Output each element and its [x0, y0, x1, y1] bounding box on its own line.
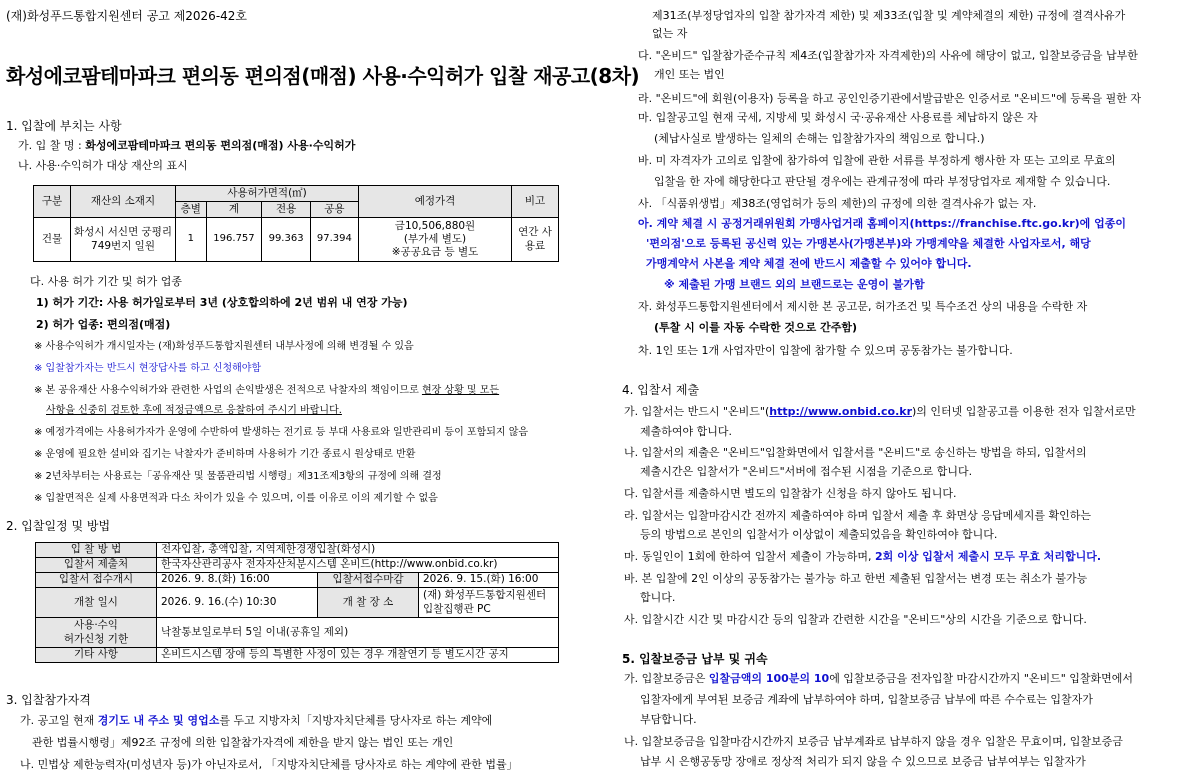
note-7: ※ 입찰면적은 실제 사용면적과 다소 차이가 있을 수 있으며, 이를 이유로 이의 제기할 수 없음	[34, 493, 438, 504]
s3-na: 나. 민법상 제한능력자(미성년자 등)가 아닌자로서, 「지방자치단체를 당사자로 하는 계약에 관한 법률」	[20, 758, 518, 771]
s5-ga-cont-1: 입찰자에게 부여된 보증금 계좌에 납부하여야 하며, 입찰보증금 납부에 따른 수수료는 입찰자가	[640, 693, 1093, 706]
note-4: ※ 예정가격에는 사용허가자가 운영에 수반하여 발생하는 전기료 등 부대 사용료와 일반관리비 등이 포함되지 않음	[34, 427, 529, 438]
s4-na-cont: 제출시간은 입찰서가 "온비드"서버에 접수된 시점을 기준으로 합니다.	[640, 465, 973, 478]
s4-ba: 바. 본 입찰에 2인 이상의 공동참가는 불가능 하고 한번 제출된 입찰서는 변경 또는 취소가 불가능	[624, 572, 1088, 585]
s3-a-3: 가맹계약서 사본을 계약 체결 전에 반드시 제출할 수 있어야 합니다.	[646, 257, 972, 270]
section-2-heading: 2. 입찰일정 및 방법	[6, 519, 111, 533]
period-line: 1) 허가 기간: 사용 허가일로부터 3년 (상호합의하에 2년 범위 내 연장 가능)	[36, 296, 408, 309]
item-na: 나. 사용·수익허가 대상 재산의 표시	[18, 159, 188, 172]
section-1-heading: 1. 입찰에 부치는 사항	[6, 119, 122, 133]
notice-number: (재)화성푸드통합지원센터 공고 제2026-42호	[6, 9, 248, 23]
s5-ga-cont-2: 부담합니다.	[640, 713, 697, 726]
s3-ba: 바. 미 자격자가 고의로 입찰에 참가하여 입찰에 관한 서류를 부정하게 행사한 자 또는 고의로 무효의	[638, 154, 1116, 167]
s3-a-1: 아. 계약 체결 시 공정거래위원회 가맹사업거래 홈페이지(https://franchise.ftc.go.kr)에 업종이	[638, 217, 1127, 230]
onbid-link[interactable]: http://www.onbid.co.kr	[769, 405, 912, 418]
s4-ga-cont: 제출하여야 합니다.	[640, 425, 733, 438]
section-5-heading: 5. 입찰보증금 납부 및 귀속	[622, 652, 768, 666]
s5-na-cont: 납부 시 은행공동망 장애로 정상적 처리가 되지 않을 수 있으므로 보증금 납부여부는 입찰자가	[640, 755, 1086, 768]
s3-ra: 라. "온비드"에 회원(이용자) 등록을 하고 공인인증기관에서발급받은 인증서로 "온비드"에 등록을 필한 자	[638, 92, 1141, 105]
s4-da: 다. 입찰서를 제출하시면 별도의 입찰참가 신청을 하지 않아도 됩니다.	[624, 487, 957, 500]
s3-ma: 마. 입찰공고일 현재 국세, 지방세 및 화성시 국·공유재산 사용료를 체납하지 않은 자	[638, 111, 1038, 124]
note-3-cont: 사항을 신중히 검토한 후에 적정금액으로 응찰하여 주시기 바랍니다.	[46, 405, 342, 416]
s3-ba-cont: 입찰을 한 자에 해당한다고 판단될 경우에는 관계규정에 따라 부정당업자로 제재할 수 있습니다.	[654, 175, 1111, 188]
note-1: ※ 사용수익허가 개시일자는 (재)화성푸드통합지원센터 내부사정에 의해 변경될 수 있음	[34, 341, 414, 352]
note-5: ※ 운영에 필요한 설비와 집기는 낙찰자가 준비하며 사용허가 기간 종료시 원상태로 반환	[34, 449, 416, 460]
s3-sa: 사. 「식품위생법」제38조(영업허가 등의 제한)의 규정에 의한 결격사유가 없는 자.	[638, 197, 1037, 210]
s4-na: 나. 입찰서의 제출은 "온비드"입찰화면에서 입찰서를 "온비드"로 송신하는 방법을 하되, 입찰서의	[624, 446, 1087, 459]
item-da: 다. 사용 허가 기간 및 허가 업종	[30, 275, 182, 288]
s3-ja: 자. 화성푸드통합지원센터에서 제시한 본 공고문, 허가조건 및 특수조건 상의 내용을 수락한 자	[638, 300, 1088, 313]
s3-da-cont: 개인 또는 법인	[654, 68, 725, 81]
s3-a-4: ※ 제출된 가맹 브랜드 외의 브랜드로는 운영이 불가함	[664, 278, 925, 291]
s4-ra-cont: 등의 방법으로 본인의 입찰서가 이상없이 제출되었음을 확인하여야 합니다.	[640, 528, 998, 541]
section-4-heading: 4. 입찰서 제출	[622, 383, 700, 397]
business-line: 2) 허가 업종: 편의점(매점)	[36, 318, 171, 331]
property-table: 구분 재산의 소재지 사용허가면적(㎡) 예정가격 비고 층별 계 전용 공용 건물 화성시 서신면 궁평리 749번지 일원 1 196.757 99.363 97.394 금10,506,880원 (부가세 별도) ※공공요금 등 별도 연간 사용료	[33, 185, 559, 262]
s3-ga: 가. 공고일 현재 경기도 내 주소 및 영업소를 두고 지방자치「지방자치단체를 당사자로 하는 계약에	[20, 714, 493, 727]
note-2: ※ 입찰참가자는 반드시 현장답사를 하고 신청해야함	[34, 363, 262, 374]
s3-ma-cont: (체납사실로 발생하는 일체의 손해는 입찰참가자의 책임으로 합니다.)	[654, 132, 985, 145]
s3-ja-cont: (투찰 시 이를 자동 수락한 것으로 간주함)	[654, 321, 858, 334]
s3-ga-cont: 관한 법률시행령」제92조 규정에 의한 입찰참가자격에 제한을 받지 않는 법인 또는 개인	[32, 736, 454, 749]
s3-na-cont-2: 없는 자	[652, 27, 688, 40]
s3-na-cont-1: 제31조(부정당업자의 입찰 참가자격 제한) 및 제33조(입찰 및 계약체결의 제한) 규정에 결격사유가	[652, 9, 1126, 22]
s5-na: 나. 입찰보증금을 입찰마감시간까지 보증금 납부계좌로 납부하지 않을 경우 입찰은 무효이며, 입찰보증금	[624, 735, 1123, 748]
page-title: 화성에코팜테마파크 편의동 편의점(매점) 사용·수익허가 입찰 재공고(8차)	[6, 64, 640, 88]
s4-ra: 라. 입찰서는 입찰마감시간 전까지 제출하여야 하며 입찰서 제출 후 화면상 응답메세지를 확인하는	[624, 509, 1091, 522]
s4-ba-cont: 합니다.	[640, 591, 676, 604]
s5-ga: 가. 입찰보증금은 입찰금액의 100분의 10에 입찰보증금을 전자입찰 마감시간까지 "온비드" 입찰화면에서	[624, 672, 1134, 685]
note-6: ※ 2년차부터는 사용료는「공유재산 및 물품관리법 시행령」제31조제3항의 규정에 의해 결정	[34, 471, 442, 482]
s3-cha: 차. 1인 또는 1개 사업자만이 입찰에 참가할 수 있으며 공동참가는 불가합니다.	[638, 344, 1013, 357]
s4-ga: 가. 입찰서는 반드시 "온비드"(http://www.onbid.co.kr)의 인터넷 입찰공고를 이용한 전자 입찰서로만	[624, 405, 1136, 418]
s3-a-2: '편의점'으로 등록된 공신력 있는 가맹본사(가맹본부)와 가맹계약을 체결한 사업자로서, 해당	[646, 237, 1091, 250]
schedule-table: 입 찰 방 법 전자입찰, 총액입찰, 지역제한경쟁입찰(화성시) 입찰서 제출처 한국자산관리공사 전자자산처분시스템 온비드(http://www.onbid.co.kr) 입찰서 접수개시 2026. 9. 8.(화) 16:00 입찰서접수마감 2026. 9. 15.(화) 16:00 개찰 일시 2026. 9. 16.(수) 10:30 개 찰 장 소 (재) 화성푸드통합지원센터 입찰집행관 PC 사용·수익 허가신청 기한 낙찰통보일로부터 5일 이내(공휴일 제외) 기타 사항 온비드시스템 장애 등의 특별한 사정이 있는 경우 개찰연기 등 별도시간 공지	[35, 542, 559, 663]
item-ga: 가. 입 찰 명 : 화성에코팜테마파크 편의동 편의점(매점) 사용·수익허가	[18, 139, 356, 152]
section-3-heading: 3. 입찰참가자격	[6, 693, 91, 707]
s3-da: 다. "온비드" 입찰참가준수규칙 제4조(입찰참가자 자격제한)의 사유에 해당이 없고, 입찰보증금을 납부한	[638, 49, 1138, 62]
s4-sa: 사. 입찰시간 시간 및 마감시간 등의 입찰과 간련한 시간을 "온비드"상의 시간을 기준으로 합니다.	[624, 613, 1087, 626]
s4-ma: 마. 동일인이 1회에 한하여 입찰서 제출이 가능하며, 2회 이상 입찰서 제출시 모두 무효 처리합니다.	[624, 550, 1102, 563]
note-3: ※ 본 공유재산 사용수익허가와 관련한 사업의 손익발생은 전적으로 낙찰자의 책임이므로 현장 상황 및 모든	[34, 385, 500, 396]
